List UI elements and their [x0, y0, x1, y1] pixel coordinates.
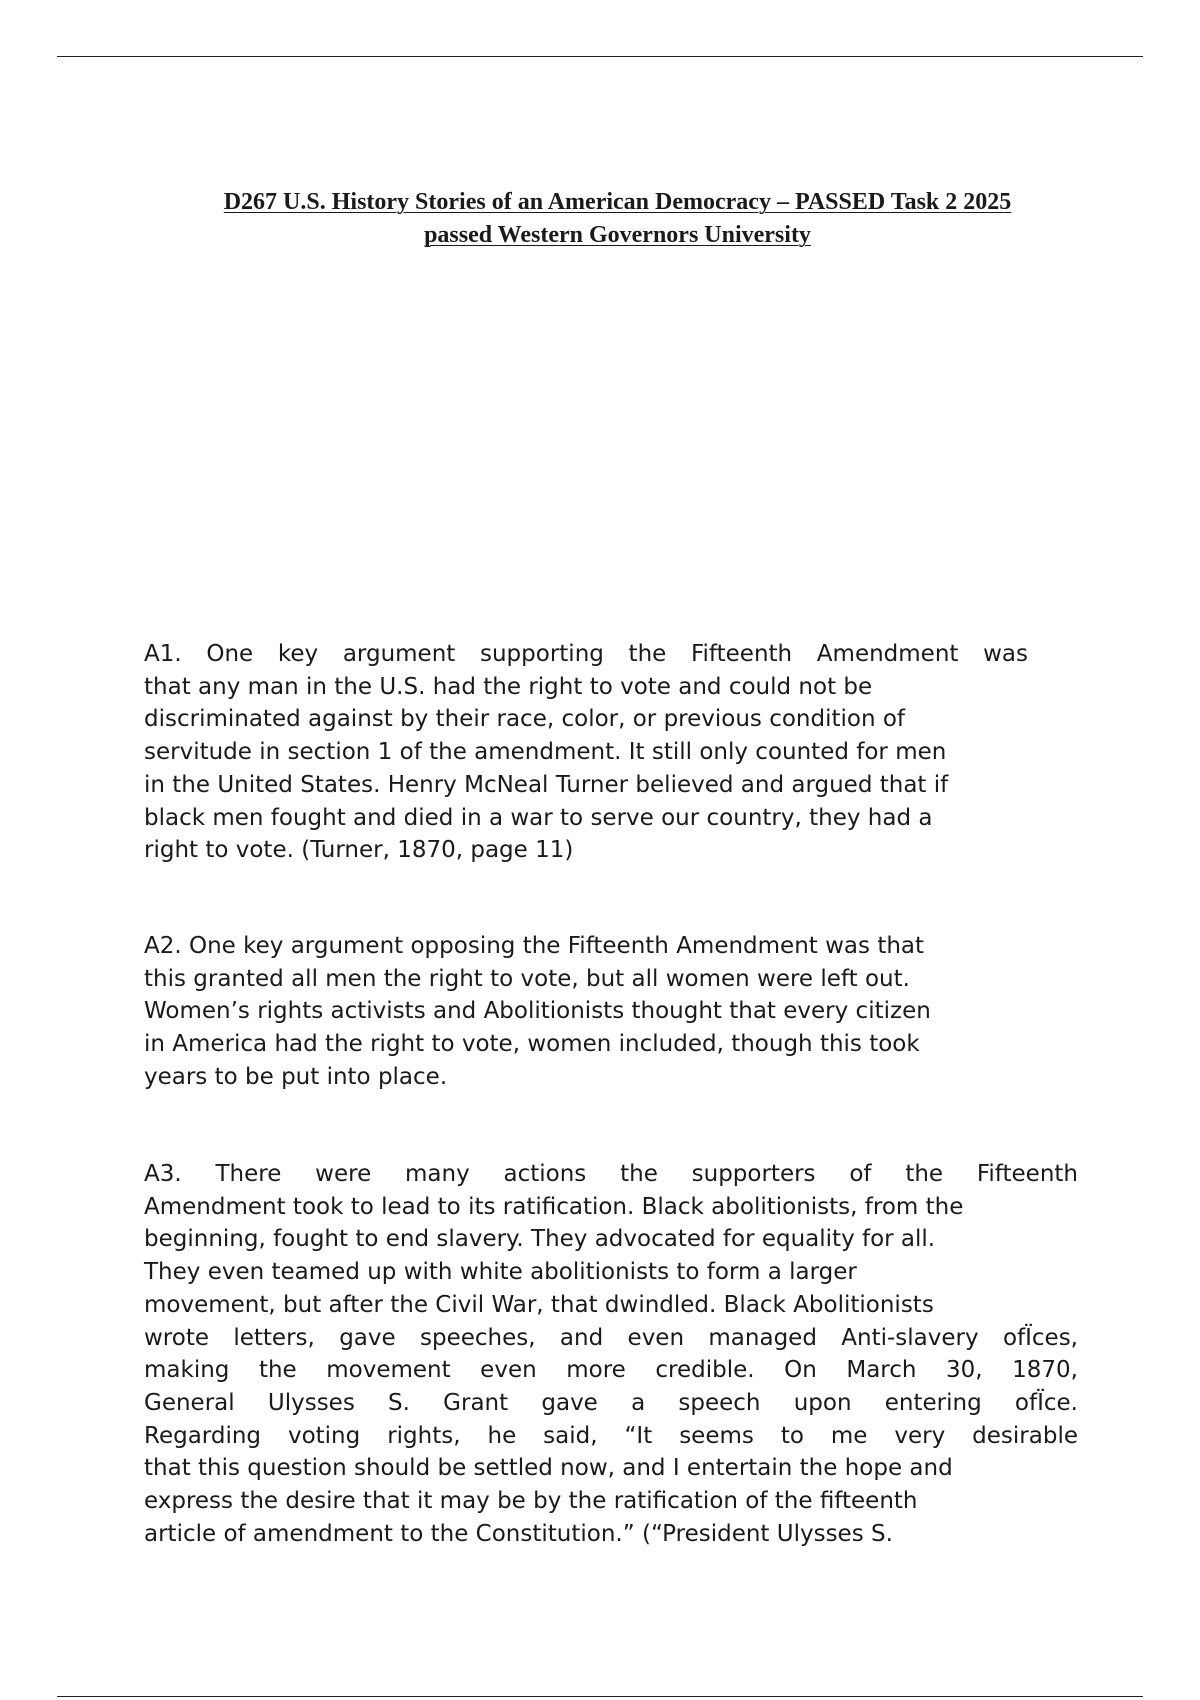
- paragraph-line: this granted all men the right to vote, but all women were left out.: [144, 965, 910, 992]
- paragraph-line: years to be put into place.: [144, 1063, 448, 1090]
- paragraph-line: that this question should be settled now, and I entertain the hope and: [144, 1455, 953, 1482]
- paragraph-line: beginning, fought to end slavery. They advocated for equality for all.: [144, 1226, 936, 1253]
- paragraph-line: that any man in the U.S. had the right to vote and could not be: [144, 673, 873, 700]
- title-line: passed Western Governors University: [424, 222, 811, 248]
- paragraph-line: wrote letters, gave speeches, and even managed Anti-slavery ofÏces,: [144, 1324, 1078, 1351]
- paragraph-line: black men fought and died in a war to serve our country, they had a: [144, 804, 933, 831]
- paragraph-a3: [144, 1158, 1078, 1550]
- paragraph-line: They even teamed up with white abolitionists to form a larger: [144, 1259, 857, 1286]
- paragraph-line: express the desire that it may be by the ratification of the fifteenth: [144, 1488, 918, 1515]
- title-line: D267 U.S. History Stories of an American Democracy – PASSED Task 2 2025: [223, 189, 1012, 215]
- paragraph-line: discriminated against by their race, color, or previous condition of: [144, 706, 906, 733]
- paragraph-line: General Ulysses S. Grant gave a speech upon entering ofÏce.: [144, 1389, 1078, 1416]
- paragraph-line: Amendment took to lead to its ratification. Black abolitionists, from the: [144, 1193, 964, 1220]
- paragraph-line: article of amendment to the Constitution.” (“President Ulysses S.: [144, 1520, 893, 1547]
- paragraph-line: in America had the right to vote, women included, though this took: [144, 1031, 920, 1058]
- paragraph-a1: [144, 638, 1028, 867]
- paragraph-line: Women’s rights activists and Abolitionists thought that every citizen: [144, 998, 931, 1025]
- paragraph-line: making the movement even more credible. On March 30, 1870,: [144, 1357, 1078, 1384]
- paragraph-line: A3. There were many actions the supporters of the Fifteenth: [144, 1161, 1078, 1187]
- header-rule: [57, 56, 1143, 57]
- paragraph-line: A1. One key argument supporting the Fifteenth Amendment was: [144, 641, 1028, 667]
- footer-rule: [57, 1696, 1143, 1697]
- paragraph-line: in the United States. Henry McNeal Turner believed and argued that if: [144, 771, 949, 798]
- paragraph-line: servitude in section 1 of the amendment. It still only counted for men: [144, 739, 947, 766]
- paragraph-line: Regarding voting rights, he said, “It seems to me very desirable: [144, 1422, 1078, 1449]
- paragraph-line: A2. One key argument opposing the Fifteenth Amendment was that: [144, 933, 925, 959]
- paragraph-a2: [144, 930, 1034, 1094]
- paragraph-line: right to vote. (Turner, 1870, page 11): [144, 837, 574, 864]
- document-title: [120, 186, 1115, 252]
- paragraph-line: movement, but after the Civil War, that dwindled. Black Abolitionists: [144, 1291, 934, 1318]
